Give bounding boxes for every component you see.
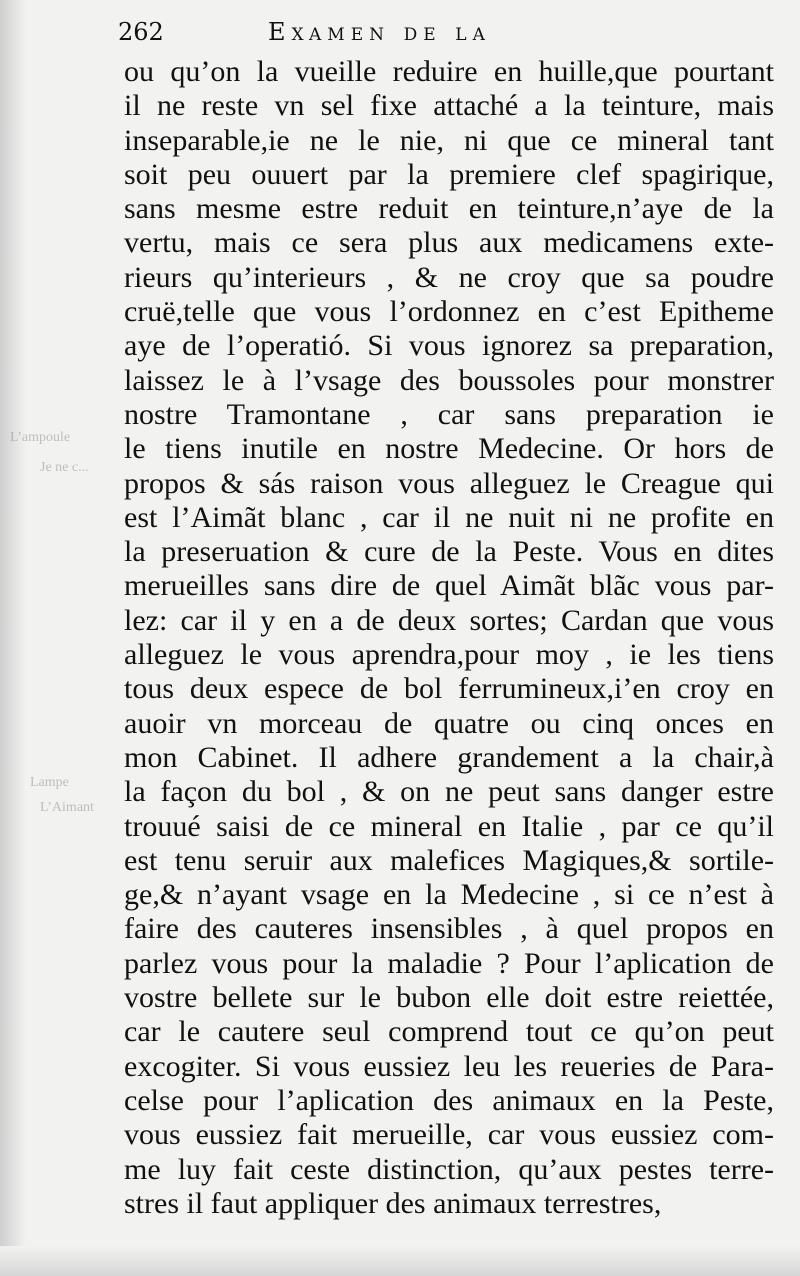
running-title: Examen de la [268, 18, 491, 46]
text-line: le tiens inutile en nostre Medecine. Or hors de [124, 432, 774, 466]
text-line: vertu, mais ce sera plus aux medicamens exte- [124, 226, 774, 260]
gutter-shadow [0, 0, 26, 1276]
text-line: sans mesme estre reduit en teinture,n’aye de la [124, 192, 774, 226]
bleed-through-text: Je ne c... [40, 460, 89, 475]
page-number: 262 [118, 18, 164, 46]
text-line: laissez le à l’vsage des boussoles pour monstrer [124, 363, 774, 397]
text-line: faire des cauteres insensibles , à quel propos en [124, 912, 774, 946]
text-line: nostre Tramontane , car sans preparation ie [124, 397, 774, 431]
text-line: stres il faut appliquer des animaux terrestres, [124, 1186, 662, 1220]
bleed-through-text: Lampe [30, 775, 69, 790]
bleed-through-text: L’ampoule [10, 430, 71, 445]
text-line: vostre bellete sur le bubon elle doit estre reiettée, [124, 981, 774, 1015]
text-line: ou qu’on la vueille reduire en huille,que pourtant [124, 55, 774, 88]
text-line: lez: car il y en a de deux sortes; Cardan que vous [124, 603, 774, 637]
text-line: la preseruation & cure de la Peste. Vous en dites [124, 535, 774, 569]
text-line: tous deux espece de bol ferrumineux,i’en croy en [124, 672, 774, 706]
text-line: soit peu ouuert par la premiere clef spagirique, [124, 157, 774, 191]
text-line: excogiter. Si vous eussiez leu les reueries de Para- [124, 1049, 774, 1083]
page-header [118, 14, 618, 54]
text-line: auoir vn morceau de quatre ou cinq onces en [124, 706, 774, 740]
text-line: est l’Aimãt blanc , car il ne nuit ni ne profite en [124, 500, 774, 534]
text-line: inseparable,ie ne le nie, ni que ce mineral tant [124, 123, 774, 157]
text-line: cruë,telle que vous l’ordonnez en c’est Epitheme [124, 295, 774, 329]
text-line: est tenu seruir aux malefices Magiques,& sortile- [124, 843, 774, 877]
body-text [124, 55, 774, 1221]
text-line: ge,& n’ayant vsage en la Medecine , si ce n’est à [124, 878, 774, 912]
bleed-through-text: L’Aimant [40, 800, 94, 815]
text-line: merueilles sans dire de quel Aimãt blãc vous par- [124, 569, 774, 603]
text-line: aye de l’operatió. Si vous ignorez sa preparation, [124, 329, 774, 363]
text-line: me luy fait ceste distinction, qu’aux pestes terre- [124, 1152, 774, 1186]
text-line: alleguez le vous aprendra,pour moy , ie les tiens [124, 638, 774, 672]
text-line: la façon du bol , & on ne peut sans danger estre [124, 775, 774, 809]
text-line: il ne reste vn sel fixe attaché a la teinture, mais [124, 89, 774, 123]
text-line: vous eussiez fait merueille, car vous eussiez com- [124, 1118, 774, 1152]
text-line: mon Cabinet. Il adhere grandement a la chair,à [124, 740, 774, 774]
text-line: parlez vous pour la maladie ? Pour l’aplication de [124, 946, 774, 980]
text-line: celse pour l’aplication des animaux en la Peste, [124, 1083, 774, 1117]
text-line: car le cautere seul comprend tout ce qu’on peut [124, 1015, 774, 1049]
page-bottom-edge [0, 1246, 800, 1276]
text-line: rieurs qu’interieurs , & ne croy que sa poudre [124, 260, 774, 294]
text-line: trouué saisi de ce mineral en Italie , par ce qu’il [124, 809, 774, 843]
text-line: propos & sás raison vous alleguez le Creague qui [124, 466, 774, 500]
